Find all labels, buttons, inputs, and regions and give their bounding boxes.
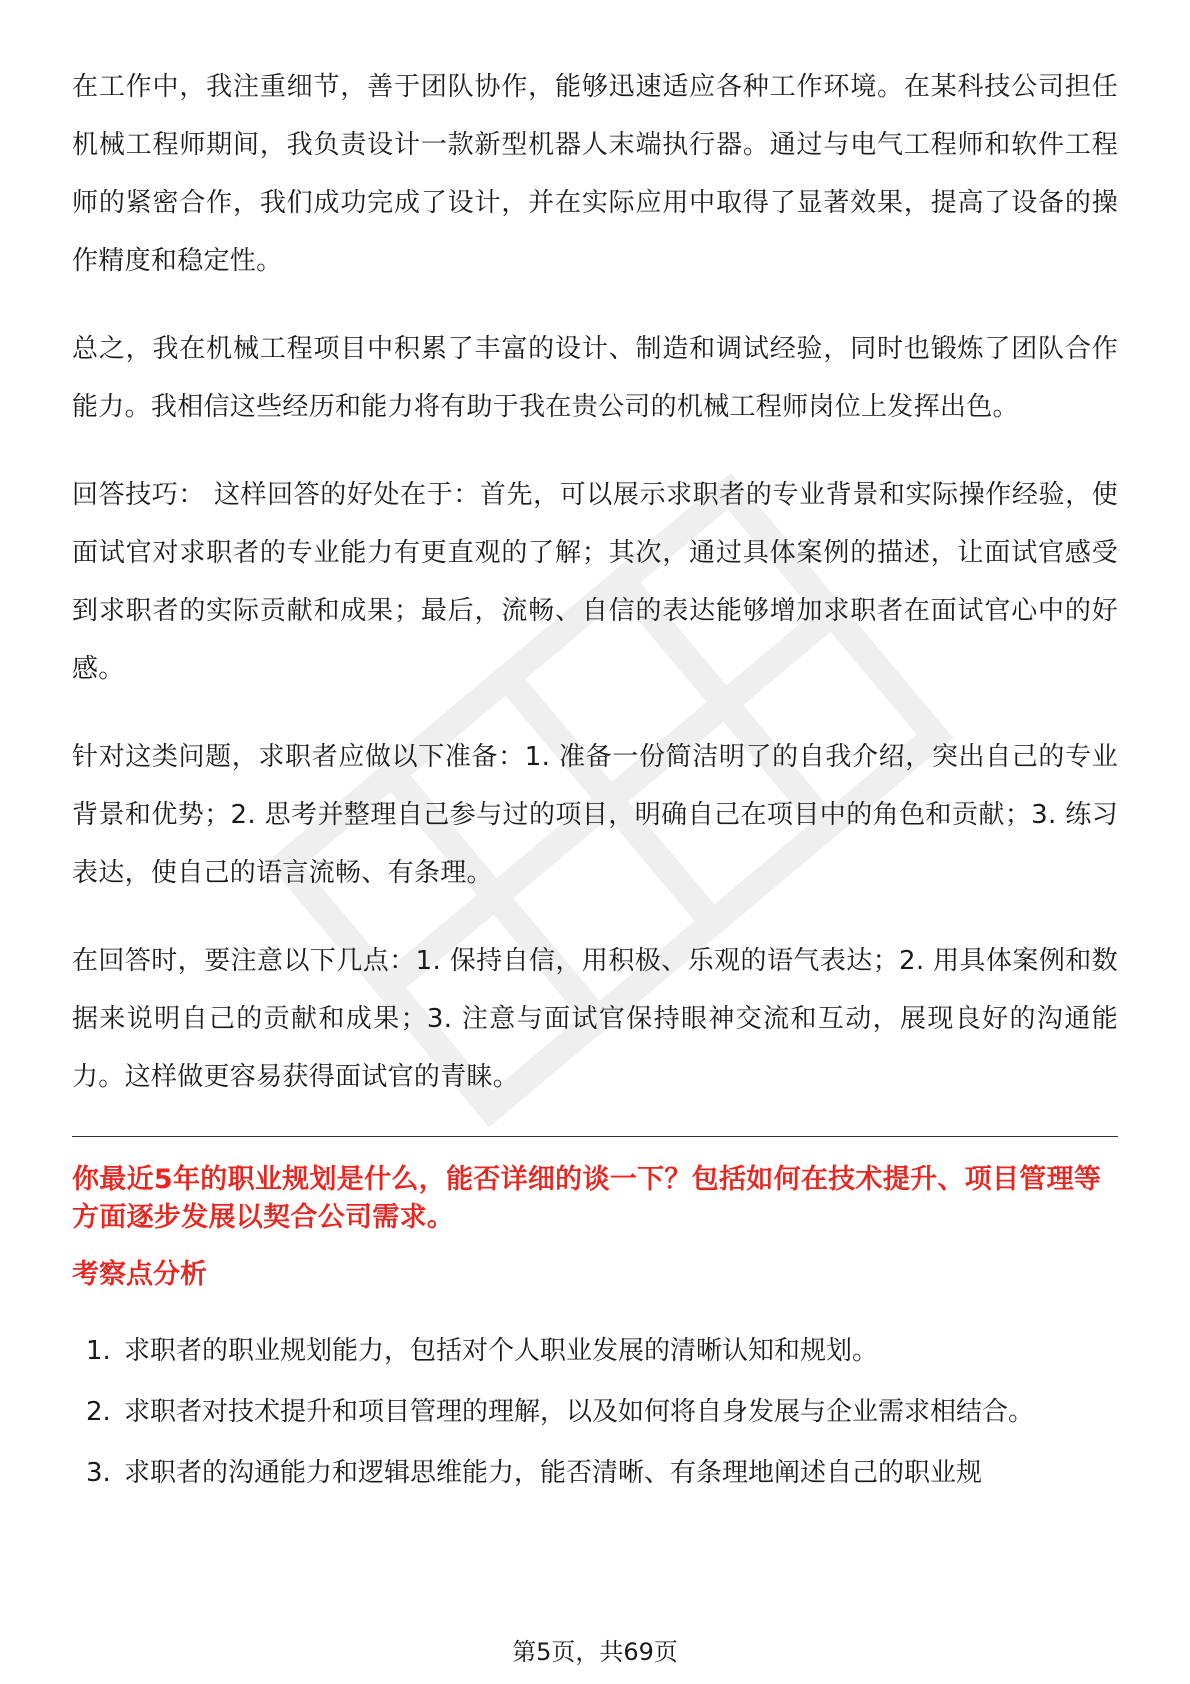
paragraph-answer-tips: 回答技巧： 这样回答的好处在于：首先，可以展示求职者的专业背景和实际操作经验，使面试官对求职者的专业能力有更直观的了解；其次，通过具体案例的描述，让面试官感受到求职者的实际贡献和成果；最后，流畅、自信的表达能够增加求职者在面试官心中的好感。: [72, 480, 1118, 684]
question-heading: 你最近5年的职业规划是什么，能否详细的谈一下？包括如何在技术提升、项目管理等方面逐步发展以契合公司需求。: [72, 1164, 1102, 1233]
page-footer: 第5页，共69页: [512, 1638, 678, 1666]
page-content: [72, 58, 1118, 1506]
paragraph-summary: 总之，我在机械工程项目中积累了丰富的设计、制造和调试经验，同时也锻炼了团队合作能力。我相信这些经历和能力将有助于我在贵公司的机械工程师岗位上发挥出色。: [72, 334, 1118, 422]
list-item: [72, 1323, 1118, 1380]
list-item-text: 求职者的沟通能力和逻辑思维能力，能否清晰、有条理地阐述自己的职业规: [124, 1458, 983, 1488]
list-item-text: 求职者的职业规划能力，包括对个人职业发展的清晰认知和规划。: [124, 1336, 879, 1366]
analysis-title: 考察点分析: [72, 1259, 207, 1290]
list-item-number: 1.: [86, 1336, 111, 1366]
paragraph-work-experience: 在工作中，我注重细节，善于团队协作，能够迅速适应各种工作环境。在某科技公司担任机械工程师期间，我负责设计一款新型机器人末端执行器。通过与电气工程师和软件工程师的紧密合作，我们成功完成了设计，并在实际应用中取得了显著效果，提高了设备的操作精度和稳定性。: [72, 72, 1118, 276]
list-item: [72, 1384, 1118, 1441]
paragraph-attention-points: 在回答时，要注意以下几点：1. 保持自信，用积极、乐观的语气表达；2. 用具体案例和数据来说明自己的贡献和成果；3. 注意与面试官保持眼神交流和互动，展现良好的沟通能力。这样做更容易获得面试官的青睐。: [72, 946, 1118, 1092]
list-item: [72, 1445, 1118, 1502]
section-divider: [72, 1136, 1118, 1137]
list-item-text: 求职者对技术提升和项目管理的理解，以及如何将自身发展与企业需求相结合。: [124, 1397, 1035, 1427]
analysis-list: [72, 1323, 1118, 1502]
list-item-number: 3.: [86, 1458, 111, 1488]
paragraph-preparation: 针对这类问题，求职者应做以下准备：1. 准备一份简洁明了的自我介绍，突出自己的专业背景和优势；2. 思考并整理自己参与过的项目，明确自己在项目中的角色和贡献；3. 练习表达，使自己的语言流畅、有条理。: [72, 742, 1118, 888]
list-item-number: 2.: [86, 1397, 111, 1427]
